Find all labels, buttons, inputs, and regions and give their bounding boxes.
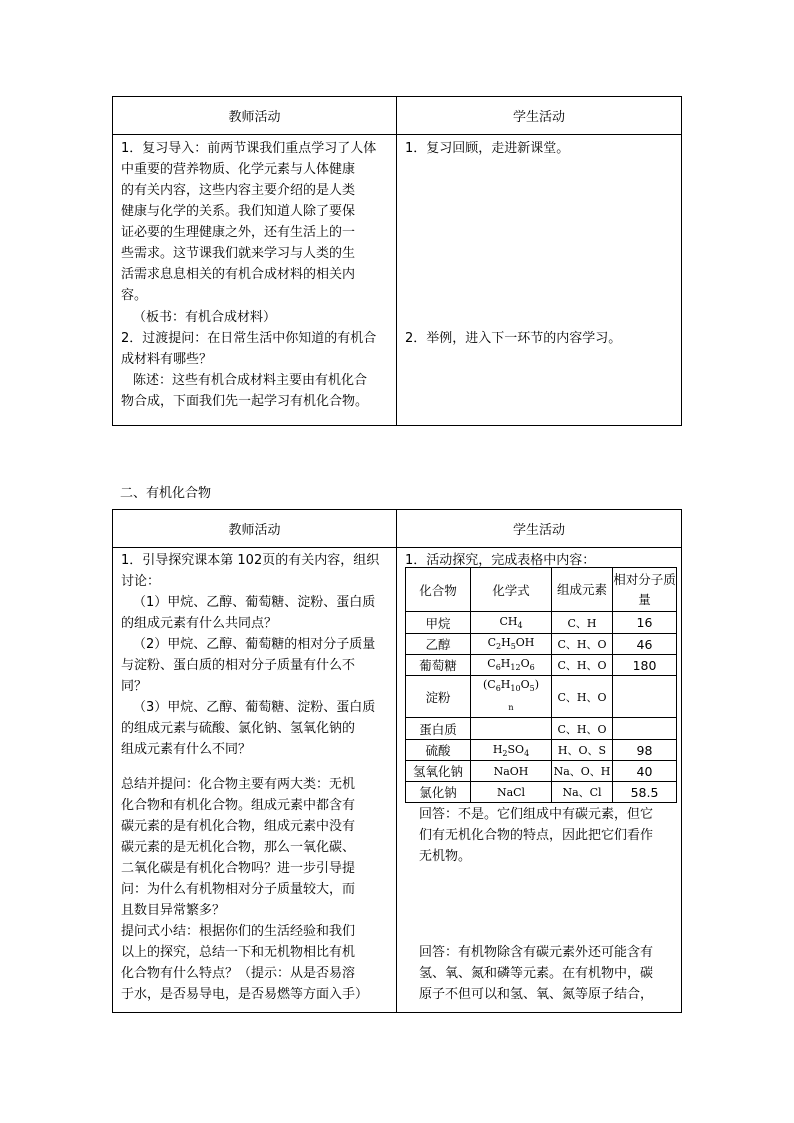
compound-name: 氯化钠 (406, 782, 471, 803)
teacher-line: 1．复习导入：前两节课我们重点学习了人体 (121, 141, 377, 156)
compound-name: 甲烷 (406, 612, 471, 634)
answer-line: 原子不但可以和氢、氧、氮等原子结合， (419, 987, 654, 1002)
teacher-line: 问：为什么有机物相对分子质量较大，而 (121, 882, 356, 897)
chemical-formula: $CH_4$ (471, 612, 552, 634)
compound-name: 淀粉 (406, 676, 471, 718)
answer-line: 氢、氧、氮和磷等元素。在有机物中，碳 (419, 966, 654, 981)
section-heading: 二、有机化合物 (120, 486, 212, 501)
lesson-table-1 (112, 96, 682, 426)
molecular-mass: 58.5 (613, 782, 677, 803)
chemical-formula: $H_2SO_4$ (471, 740, 552, 761)
elements-header: 组成元素 (552, 568, 613, 612)
chemical-formula: $C_6H_{12}O_6$ (471, 655, 552, 676)
teacher-line: 成材料有哪些？ (121, 352, 213, 367)
chemical-formula: NaCl (471, 782, 552, 803)
student-line: 2．举例，进入下一环节的内容学习。 (405, 331, 622, 346)
element-list: C、H、O (552, 676, 613, 718)
compound-name: 乙醇 (406, 634, 471, 655)
chemical-formula: $(C_6H_{10}O_5)$ n (471, 676, 552, 718)
answer-line: 回答：有机物除含有碳元素外还可能含有 (419, 945, 654, 960)
teacher-line: 化合物和有机化合物。组成元素中都含有 (121, 798, 356, 813)
teacher-line: 容。 (121, 288, 148, 303)
element-list: C、H (552, 612, 613, 634)
header-student-activity: 学生活动 (397, 510, 682, 548)
molecular-mass (613, 676, 677, 718)
teacher-line: 健康与化学的关系。我们知道人除了要保 (121, 204, 356, 219)
teacher-line: 提问式小结：根据你们的生活经验和我们 (121, 924, 356, 939)
compound-name: 蛋白质 (406, 718, 471, 740)
mass-header: 相对分子质量 (613, 568, 677, 612)
element-list: Na、Cl (552, 782, 613, 803)
molecular-mass: 180 (613, 655, 677, 676)
answer-line: 回答：不是。它们组成中有碳元素，但它 (419, 807, 654, 822)
compound-name: 氢氧化钠 (406, 761, 471, 782)
compound-header: 化合物 (406, 568, 471, 612)
molecular-mass (613, 718, 677, 740)
teacher-line: 活需求息息相关的有机合成材料的相关内 (121, 267, 356, 282)
header-teacher-activity: 教师活动 (113, 97, 397, 135)
student-activity-cell (397, 135, 682, 426)
teacher-line: （1）甲烷、乙醇、葡萄糖、淀粉、蛋白质 (133, 595, 376, 610)
teacher-line: 总结并提问：化合物主要有两大类：无机 (121, 777, 356, 792)
teacher-line: 以上的探究，总结一下和无机物相比有机 (121, 945, 356, 960)
teacher-line: 的有关内容，这些内容主要介绍的是人类 (121, 183, 356, 198)
header-teacher-activity: 教师活动 (113, 510, 397, 548)
teacher-line: 且数目异常繁多？ (121, 903, 226, 918)
teacher-line: 些需求。这节课我们就来学习与人类的生 (121, 246, 356, 261)
teacher-line: 中重要的营养物质、化学元素与人体健康 (121, 162, 356, 177)
compound-table (405, 567, 677, 803)
formula-header: 化学式 (471, 568, 552, 612)
molecular-mass: 16 (613, 612, 677, 634)
teacher-line: 碳元素的是无机化合物，那么一氧化碳、 (121, 840, 356, 855)
molecular-mass: 98 (613, 740, 677, 761)
teacher-line: 化合物有什么特点？（提示：从是否易溶 (121, 966, 356, 981)
teacher-line: 于水，是否易导电，是否易燃等方面入手） (121, 987, 369, 1002)
element-list: H、O、S (552, 740, 613, 761)
teacher-line: 物合成，下面我们先一起学习有机化合物。 (121, 394, 369, 409)
compound-name: 硫酸 (406, 740, 471, 761)
chemical-formula: NaOH (471, 761, 552, 782)
teacher-line: （3）甲烷、乙醇、葡萄糖、淀粉、蛋白质 (133, 700, 376, 715)
teacher-line: 1．引导探究课本第 102页的有关内容，组织 (121, 553, 380, 568)
element-list: C、H、O (552, 718, 613, 740)
teacher-line: 陈述：这些有机合成材料主要由有机化合 (133, 373, 368, 388)
teacher-line: 与淀粉、蛋白质的相对分子质量有什么不 (121, 658, 356, 673)
teacher-line: 的组成元素有什么共同点？ (121, 616, 278, 631)
element-list: Na、O、H (552, 761, 613, 782)
chemical-formula (471, 718, 552, 740)
molecular-mass: 40 (613, 761, 677, 782)
teacher-activity-cell (113, 548, 397, 1013)
teacher-line: （板书：有机合成材料） (133, 310, 277, 325)
teacher-line: 同？ (121, 679, 148, 694)
teacher-line: 碳元素的是有机化合物，组成元素中没有 (121, 819, 356, 834)
teacher-line: 的组成元素与硫酸、氯化钠、氢氧化钠的 (121, 721, 356, 736)
answer-line: 们有无机化合物的特点，因此把它们看作 (419, 828, 654, 843)
header-student-activity: 学生活动 (397, 97, 682, 135)
student-intro: 1．活动探究，完成表格中内容： (405, 553, 596, 568)
chemical-formula: $C_2H_5OH$ (471, 634, 552, 655)
element-list: C、H、O (552, 634, 613, 655)
teacher-line: 证必要的生理健康之外，还有生活上的一 (121, 225, 356, 240)
student-line: 1．复习回顾，走进新课堂。 (405, 141, 570, 156)
teacher-activity-cell (113, 135, 397, 426)
teacher-line: 组成元素有什么不同？ (121, 742, 252, 757)
molecular-mass: 46 (613, 634, 677, 655)
teacher-line: （2）甲烷、乙醇、葡萄糖的相对分子质量 (133, 637, 376, 652)
teacher-line: 2．过渡提问：在日常生活中你知道的有机合 (121, 331, 377, 346)
compound-name: 葡萄糖 (406, 655, 471, 676)
answer-line: 无机物。 (419, 849, 472, 864)
element-list: C、H、O (552, 655, 613, 676)
teacher-line: 二氧化碳是有机化合物吗？进一步引导提 (121, 861, 356, 876)
teacher-line: 讨论： (121, 574, 161, 589)
